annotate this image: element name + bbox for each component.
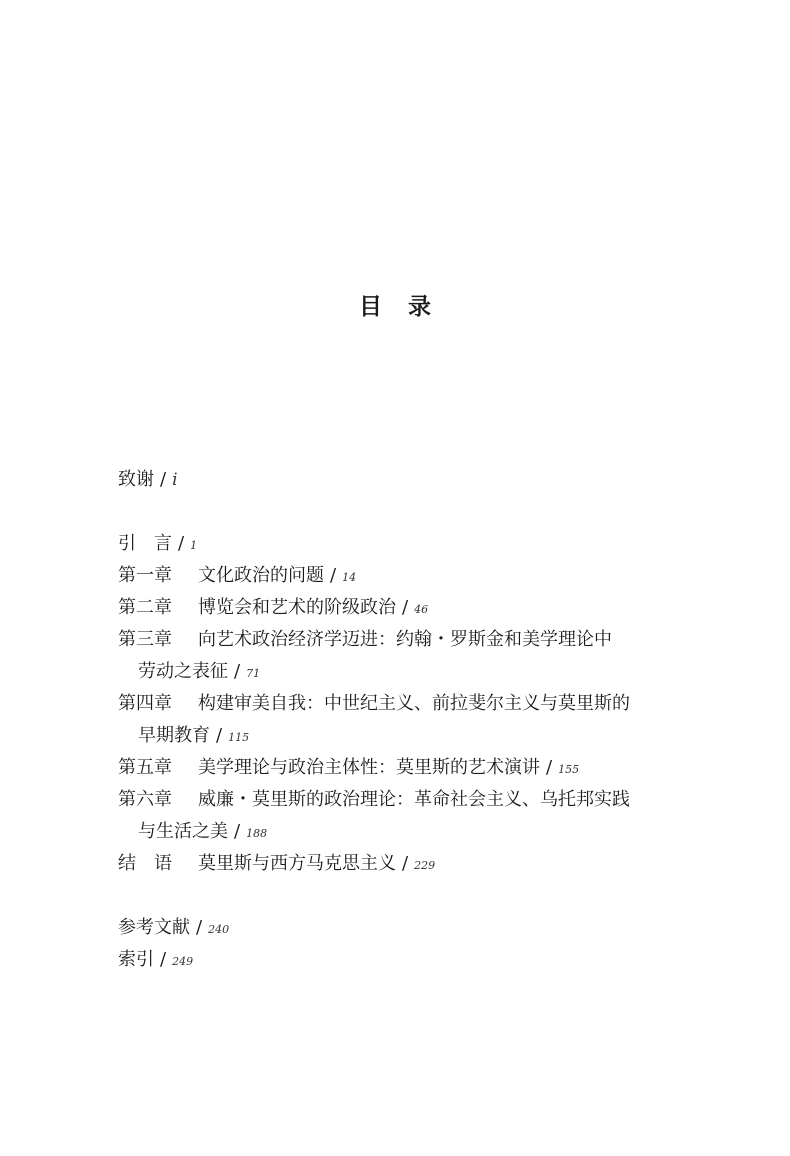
- toc-entry-acknowledgements[interactable]: [118, 464, 658, 496]
- toc-entry-chapter-4[interactable]: [118, 688, 658, 720]
- toc-entry-text: 索引: [118, 949, 154, 970]
- toc-entry-text: 美学理论与政治主体性：莫里斯的艺术演讲: [198, 757, 540, 778]
- toc-entry-chapter-2[interactable]: [118, 592, 658, 624]
- toc-entry-chapter-5[interactable]: [118, 752, 658, 784]
- page-separator: /: [402, 597, 409, 618]
- table-of-contents: [118, 464, 658, 976]
- page-number: 1: [190, 539, 198, 552]
- page-separator: /: [160, 469, 167, 490]
- toc-entry-chapter-1[interactable]: [118, 560, 658, 592]
- toc-entry-chapter-6[interactable]: [118, 784, 658, 816]
- title-char-1: 目: [359, 293, 382, 320]
- toc-entry-bibliography[interactable]: [118, 912, 658, 944]
- page-number: 240: [208, 923, 230, 936]
- title-char-2: 录: [408, 293, 431, 320]
- page-number: 46: [414, 603, 429, 616]
- toc-entry-text: 文化政治的问题: [198, 565, 324, 586]
- page-number: i: [172, 470, 178, 490]
- toc-entry-text: 与生活之美: [138, 821, 228, 842]
- page-number: 249: [172, 955, 194, 968]
- toc-entry-introduction[interactable]: [118, 528, 658, 560]
- toc-entry-label: 第六章: [118, 789, 172, 810]
- toc-entry-text: 构建审美自我：中世纪主义、前拉斐尔主义与莫里斯的: [198, 693, 630, 714]
- toc-entry-text: 参考文献: [118, 917, 190, 938]
- page-separator: /: [546, 757, 553, 778]
- toc-entry-text: 向艺术政治经济学迈进：约翰・罗斯金和美学理论中: [198, 629, 612, 650]
- toc-entry-label: 第三章: [118, 629, 172, 650]
- toc-entry-chapter-4-continued[interactable]: [118, 720, 658, 752]
- page-separator: /: [234, 661, 241, 682]
- page-separator: /: [216, 725, 223, 746]
- page-number: 14: [342, 571, 357, 584]
- toc-entry-text: 致谢: [118, 469, 154, 490]
- toc-entry-text: 早期教育: [138, 725, 210, 746]
- page-separator: /: [330, 565, 337, 586]
- toc-entry-label: 第二章: [118, 597, 172, 618]
- page-number: 188: [246, 827, 268, 840]
- page-number: 115: [228, 731, 250, 744]
- toc-entry-chapter-3[interactable]: [118, 624, 658, 656]
- toc-entry-label: 第五章: [118, 757, 172, 778]
- toc-entry-text: 博览会和艺术的阶级政治: [198, 597, 396, 618]
- page-number: 155: [558, 763, 580, 776]
- page-title: [0, 288, 790, 321]
- page-number: 229: [414, 859, 436, 872]
- page-separator: /: [196, 917, 203, 938]
- toc-entry-text: 劳动之表征: [138, 661, 228, 682]
- toc-entry-text: 莫里斯与西方马克思主义: [198, 853, 396, 874]
- toc-entry-text: 威廉・莫里斯的政治理论：革命社会主义、乌托邦实践: [198, 789, 630, 810]
- page-number: 71: [246, 667, 261, 680]
- page-separator: /: [178, 533, 185, 554]
- page-separator: /: [234, 821, 241, 842]
- toc-entry-label: 结 语: [118, 853, 172, 874]
- toc-entry-chapter-6-continued[interactable]: [118, 816, 658, 848]
- toc-entry-label: 引 言: [118, 533, 172, 554]
- toc-entry-index[interactable]: [118, 944, 658, 976]
- page-separator: /: [402, 853, 409, 874]
- toc-entry-label: 第四章: [118, 693, 172, 714]
- page-separator: /: [160, 949, 167, 970]
- toc-entry-label: 第一章: [118, 565, 172, 586]
- toc-entry-chapter-3-continued[interactable]: [118, 656, 658, 688]
- toc-entry-conclusion[interactable]: [118, 848, 658, 880]
